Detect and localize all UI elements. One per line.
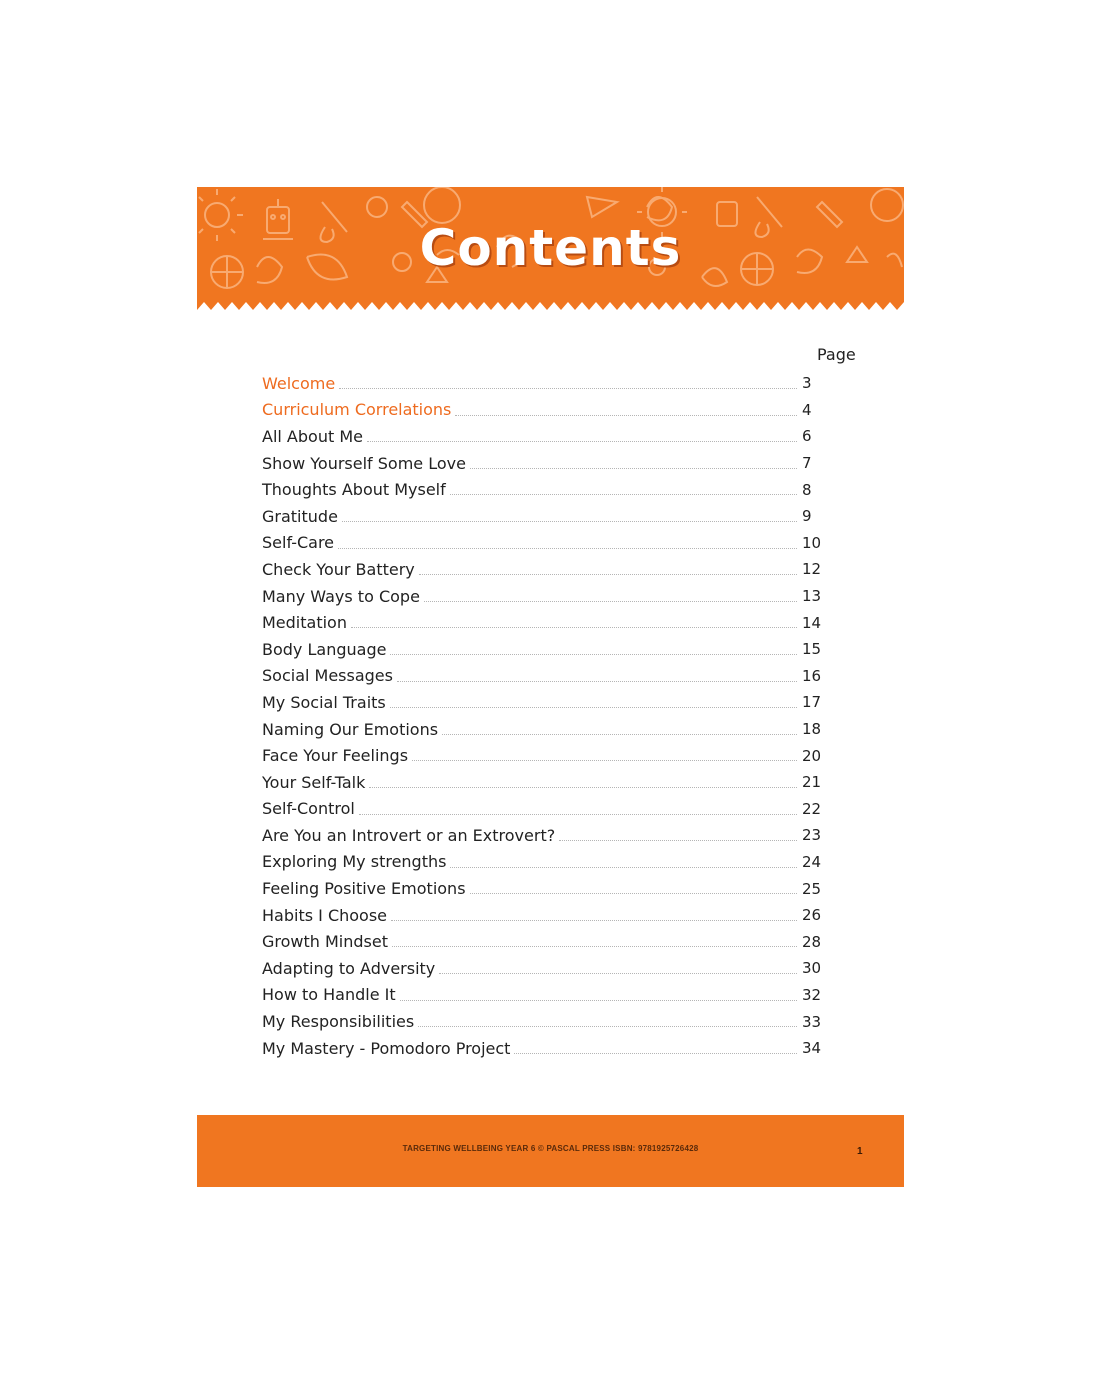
toc-entry[interactable] — [262, 423, 842, 450]
toc-entry[interactable] — [262, 663, 842, 690]
footer-band — [197, 1115, 904, 1187]
toc-entry[interactable] — [262, 955, 842, 982]
toc-entry-title: Are You an Introvert or an Extrovert? — [262, 825, 556, 845]
toc-entry[interactable] — [262, 849, 842, 876]
toc-entry-page: 21 — [802, 773, 822, 792]
toc-entry-page: 7 — [802, 454, 812, 473]
header-banner — [197, 187, 904, 312]
toc-entry[interactable] — [262, 556, 842, 583]
toc-entry-title: Exploring My strengths — [262, 852, 447, 872]
toc-entry-page: 24 — [802, 852, 822, 871]
toc-entry-title: My Social Traits — [262, 692, 386, 712]
toc-entry[interactable] — [262, 476, 842, 503]
toc-entry[interactable] — [262, 583, 842, 610]
table-of-contents — [262, 370, 842, 1061]
toc-entry-page: 3 — [802, 374, 812, 393]
toc-entry[interactable] — [262, 796, 842, 823]
footer-copyright: TARGETING WELLBEING YEAR 6 © PASCAL PRESS ISBN: 9781925726428 — [402, 1144, 699, 1153]
toc-entry-title: Meditation — [262, 613, 347, 633]
toc-entry-title: My Responsibilities — [262, 1012, 415, 1032]
toc-entry-title: Social Messages — [262, 666, 393, 686]
toc-entry[interactable] — [262, 397, 842, 424]
toc-dot-leader — [450, 855, 797, 868]
toc-entry-title: How to Handle It — [262, 985, 396, 1005]
toc-dot-leader — [392, 934, 797, 947]
toc-dot-leader — [442, 722, 797, 735]
toc-entry[interactable] — [262, 636, 842, 663]
toc-entry[interactable] — [262, 982, 842, 1009]
toc-entry-page: 22 — [802, 799, 822, 818]
page-column-label: Page — [817, 345, 856, 364]
toc-entry-title: Habits I Choose — [262, 905, 388, 925]
toc-dot-leader — [424, 589, 797, 602]
toc-entry-page: 17 — [802, 693, 822, 712]
toc-entry[interactable] — [262, 689, 842, 716]
toc-entry-page: 6 — [802, 427, 812, 446]
toc-entry[interactable] — [262, 530, 842, 557]
toc-entry[interactable] — [262, 822, 842, 849]
toc-dot-leader — [470, 456, 797, 469]
toc-entry-page: 4 — [802, 400, 812, 419]
toc-dot-leader — [390, 642, 797, 655]
toc-dot-leader — [369, 775, 797, 788]
toc-entry-title: Check Your Battery — [262, 559, 415, 579]
toc-dot-leader — [559, 828, 797, 841]
toc-dot-leader — [390, 695, 797, 708]
toc-dot-leader — [342, 509, 797, 522]
toc-dot-leader — [397, 669, 797, 682]
toc-entry[interactable] — [262, 928, 842, 955]
toc-entry-page: 8 — [802, 480, 812, 499]
toc-entry[interactable] — [262, 742, 842, 769]
toc-dot-leader — [391, 908, 797, 921]
toc-entry-page: 16 — [802, 666, 822, 685]
toc-dot-leader — [367, 429, 797, 442]
toc-entry-title: Naming Our Emotions — [262, 719, 439, 739]
toc-dot-leader — [400, 988, 797, 1001]
toc-entry-page: 12 — [802, 560, 822, 579]
toc-dot-leader — [351, 615, 797, 628]
toc-entry-page: 34 — [802, 1039, 822, 1058]
toc-entry-page: 30 — [802, 959, 822, 978]
toc-entry[interactable] — [262, 609, 842, 636]
toc-entry-page: 10 — [802, 533, 822, 552]
toc-entry[interactable] — [262, 1008, 842, 1035]
toc-entry-title: All About Me — [262, 426, 363, 446]
toc-entry-title: Growth Mindset — [262, 932, 388, 952]
toc-entry-page: 14 — [802, 613, 822, 632]
page-title: Contents — [419, 219, 682, 277]
toc-entry-title: Face Your Feelings — [262, 746, 409, 766]
toc-entry-title: Many Ways to Cope — [262, 586, 420, 606]
toc-entry-page: 25 — [802, 879, 822, 898]
toc-dot-leader — [470, 881, 797, 894]
toc-entry[interactable] — [262, 503, 842, 530]
toc-dot-leader — [339, 376, 797, 389]
toc-entry-title: Body Language — [262, 639, 387, 659]
toc-entry-title: Show Yourself Some Love — [262, 453, 466, 473]
toc-dot-leader — [418, 1014, 797, 1027]
toc-entry-page: 13 — [802, 587, 822, 606]
toc-entry[interactable] — [262, 370, 842, 397]
toc-dot-leader — [514, 1041, 797, 1054]
toc-entry-page: 18 — [802, 720, 822, 739]
toc-dot-leader — [439, 961, 797, 974]
toc-entry-page: 9 — [802, 507, 812, 526]
toc-entry-title: Adapting to Adversity — [262, 958, 436, 978]
toc-entry-page: 23 — [802, 826, 822, 845]
toc-dot-leader — [419, 562, 797, 575]
toc-entry-title: Your Self-Talk — [262, 772, 366, 792]
toc-dot-leader — [450, 482, 797, 495]
toc-dot-leader — [359, 802, 797, 815]
toc-entry-title: Self-Control — [262, 799, 355, 819]
toc-entry[interactable] — [262, 875, 842, 902]
toc-entry-page: 20 — [802, 746, 822, 765]
toc-entry-page: 33 — [802, 1012, 822, 1031]
toc-entry-page: 26 — [802, 906, 822, 925]
toc-dot-leader — [412, 748, 797, 761]
toc-entry-page: 32 — [802, 985, 822, 1004]
toc-entry[interactable] — [262, 716, 842, 743]
toc-entry-title: Self-Care — [262, 533, 335, 553]
toc-entry[interactable] — [262, 450, 842, 477]
toc-entry[interactable] — [262, 1035, 842, 1062]
toc-entry[interactable] — [262, 769, 842, 796]
toc-entry-title: My Mastery - Pomodoro Project — [262, 1038, 511, 1058]
toc-entry-title: Welcome — [262, 373, 336, 393]
toc-entry-title: Gratitude — [262, 506, 338, 526]
toc-entry-page: 28 — [802, 932, 822, 951]
toc-entry-title: Curriculum Correlations — [262, 400, 452, 420]
footer-page-number: 1 — [857, 1146, 863, 1157]
toc-dot-leader — [338, 536, 797, 549]
toc-entry-title: Thoughts About Myself — [262, 480, 446, 500]
toc-entry[interactable] — [262, 902, 842, 929]
toc-entry-page: 15 — [802, 640, 822, 659]
toc-dot-leader — [455, 403, 797, 416]
toc-entry-title: Feeling Positive Emotions — [262, 879, 466, 899]
